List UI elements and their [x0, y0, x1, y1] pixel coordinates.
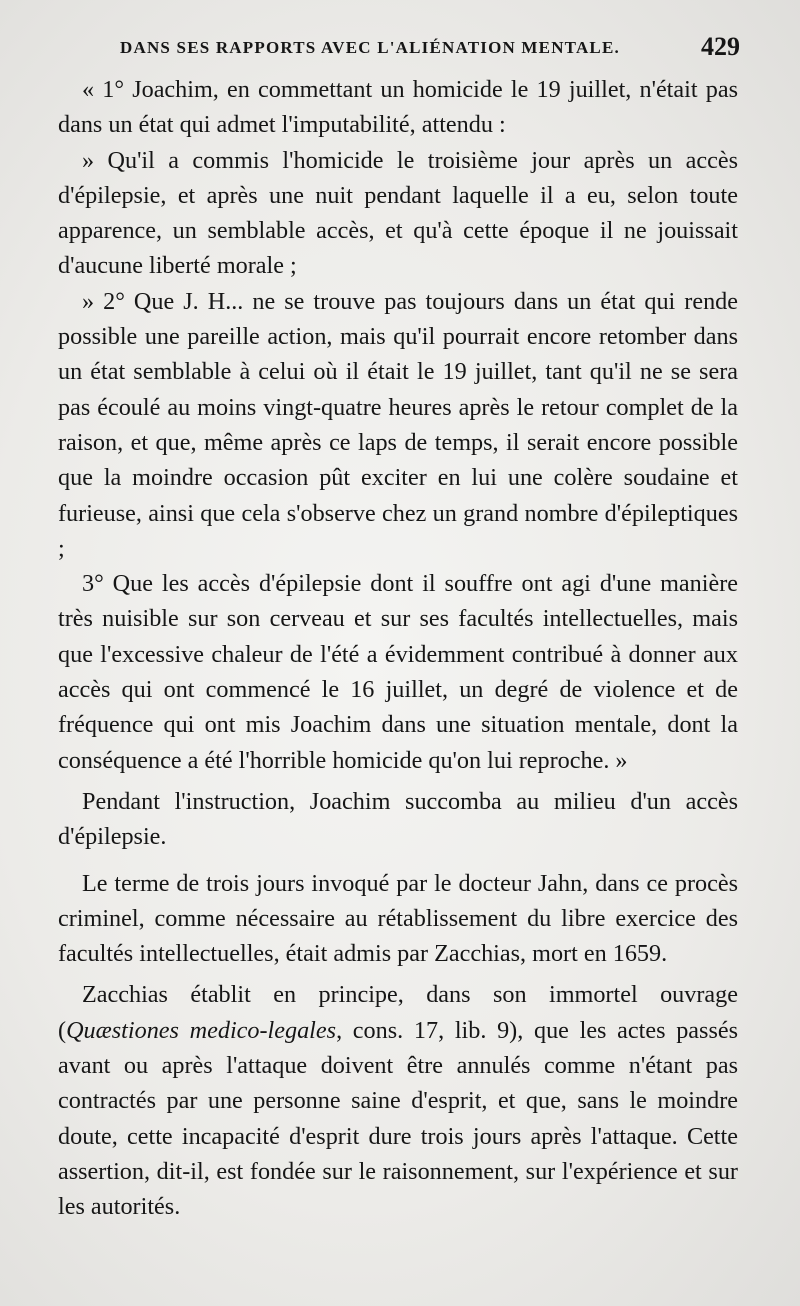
page-header — [60, 34, 740, 68]
running-head: DANS SES RAPPORTS AVEC L'ALIÉNATION MENTALE. — [120, 38, 620, 57]
paragraph-zacchias — [58, 977, 738, 1224]
paragraph-instruction: Pendant l'instruction, Joachim succomba au milieu d'un accès d'épilepsie. — [58, 787, 738, 851]
paragraph-three-days: Le terme de trois jours invoqué par le docteur Jahn, dans ce procès criminel, comme nécessaire au rétablissement du libre exercice des facultés intellectuelles, était admis par Zacchias, mort en 1659. — [58, 869, 738, 968]
paragraph-zacchias-start: Zacchias établit en principe, dans son immortel ouvrage ( — [58, 981, 738, 1044]
paragraph-conclusion-1-reason: » Qu'il a commis l'homicide le troisième jour après un accès d'épilepsie, et après une nuit pendant laquelle il a eu, selon toute apparence, un semblable accès, et qu'à cette époque il ne jouissait d'aucune liberté morale ; — [58, 146, 738, 280]
page-number: 429 — [701, 32, 740, 61]
book-title: Quæstiones medico-legales — [66, 1016, 337, 1044]
paragraph-conclusion-3: 3° Que les accès d'épilepsie dont il souffre ont agi d'une manière très nuisible sur son cerveau et sur ses facultés intellectuelles, mais que l'excessive chaleur de l'été a évidemment contribué à donner aux accès qui ont commencé le 16 juillet, un degré de violence et de fréquence qui ont mis Joachim dans une situation mentale, dont la conséquence a été l'horrible homicide qu'on lui reproche. » — [58, 570, 738, 774]
body-text — [58, 72, 738, 1225]
paragraph-conclusion-1: « 1° Joachim, en commettant un homicide le 19 juillet, n'était pas dans un état qui admet l'imputabilité, attendu : — [58, 76, 738, 139]
paragraph-zacchias-end: , cons. 17, lib. 9), que les actes passés avant ou après l'attaque doivent être annulés comme n'étant pas contractés par une personne saine d'esprit, et que, sans le moindre doute, cette incapacité d'esprit dure trois jours après l'attaque. Cette assertion, dit-il, est fondée sur le raisonnement, sur l'expérience et sur les autorités. — [58, 1016, 739, 1221]
paragraph-conclusion-2: » 2° Que J. H... ne se trouve pas toujours dans un état qui rende possible une pareille action, mais qu'il pourrait encore retomber dans un état semblable à celui où il était le 19 juillet, tant qu'il ne se sera pas écoulé au moins vingt-quatre heures après le retour complet de la raison, et que, même après ce laps de temps, il serait encore possible que la moindre occasion pût exciter en lui une colère soudaine et furieuse, ainsi que cela s'observe chez un grand nombre d'épileptiques ; — [58, 287, 738, 562]
